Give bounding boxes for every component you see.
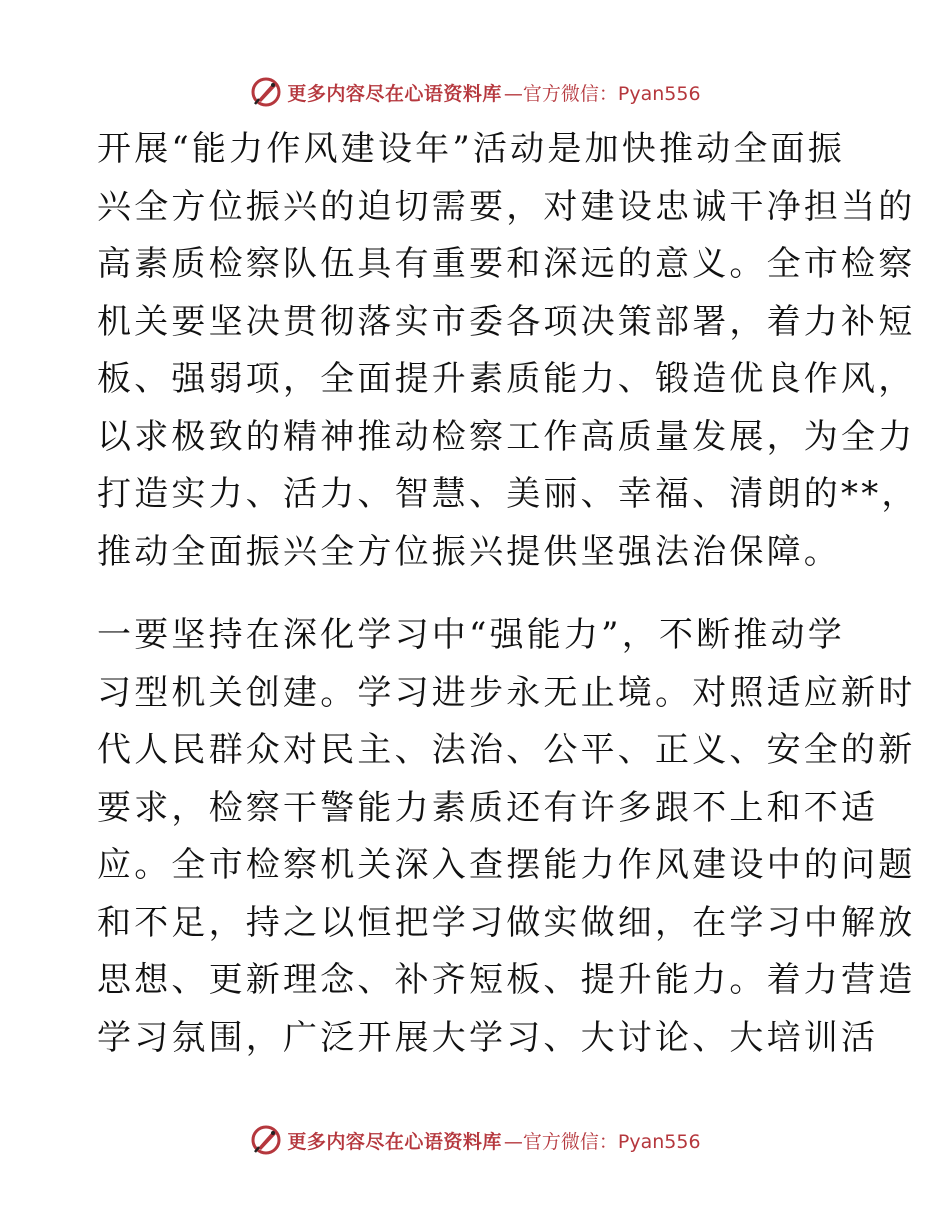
paragraph-1 bbox=[97, 121, 919, 581]
footer-banner bbox=[0, 1120, 950, 1160]
paragraph-line: 以求极致的精神推动检察工作高质量发展，为全力 bbox=[97, 416, 916, 457]
banner-site-name: 更多内容尽在心语资料库 bbox=[287, 82, 502, 105]
paragraph-2 bbox=[97, 607, 916, 1067]
quill-pen-logo-icon bbox=[249, 1123, 283, 1157]
quill-pen-logo-icon bbox=[249, 75, 283, 109]
paragraph-line: 打造实力、活力、智慧、美丽、幸福、清朗的**， bbox=[97, 474, 919, 514]
paragraph-line: 兴全方位振兴的迫切需要，对建设忠诚干净担当的 bbox=[97, 186, 916, 227]
paragraph-line: 高素质检察队伍具有重要和深远的意义。全市检察 bbox=[97, 244, 916, 284]
paragraph-line: 学习氛围，广泛开展大学习、大讨论、大培训活 bbox=[97, 1017, 879, 1058]
paragraph-line: 要求，检察干警能力素质还有许多跟不上和不适 bbox=[97, 787, 879, 828]
paragraph-line: 开展“能力作风建设年”活动是加快推动全面振 bbox=[97, 129, 845, 169]
paragraph-line: 应。全市检察机关深入查摆能力作风建设中的问题 bbox=[97, 845, 916, 885]
paragraph-line: 机关要坚决贯彻落实市委各项决策部署，着力补短 bbox=[97, 301, 916, 342]
paragraph-line: 习型机关创建。学习进步永无止境。对照适应新时 bbox=[97, 672, 916, 713]
paragraph-line: 推动全面振兴全方位振兴提供坚强法治保障。 bbox=[97, 531, 841, 572]
header-banner bbox=[0, 72, 950, 112]
paragraph-line: 思想、更新理念、补齐短板、提升能力。着力营造 bbox=[97, 960, 916, 1000]
paragraph-line: 板、强弱项，全面提升素质能力、锻造优良作风， bbox=[97, 359, 916, 399]
paragraph-line: 和不足，持之以恒把学习做实做细，在学习中解放 bbox=[97, 902, 916, 943]
banner-contact: —官方微信：Pyan556 bbox=[503, 1130, 701, 1153]
paragraph-line: 一要坚持在深化学习中“强能力”，不断推动学 bbox=[97, 615, 845, 655]
banner-contact: —官方微信：Pyan556 bbox=[503, 82, 701, 105]
document-body bbox=[97, 121, 919, 1067]
banner-site-name: 更多内容尽在心语资料库 bbox=[287, 1130, 502, 1153]
paragraph-line: 代人民群众对民主、法治、公平、正义、安全的新 bbox=[97, 730, 916, 770]
